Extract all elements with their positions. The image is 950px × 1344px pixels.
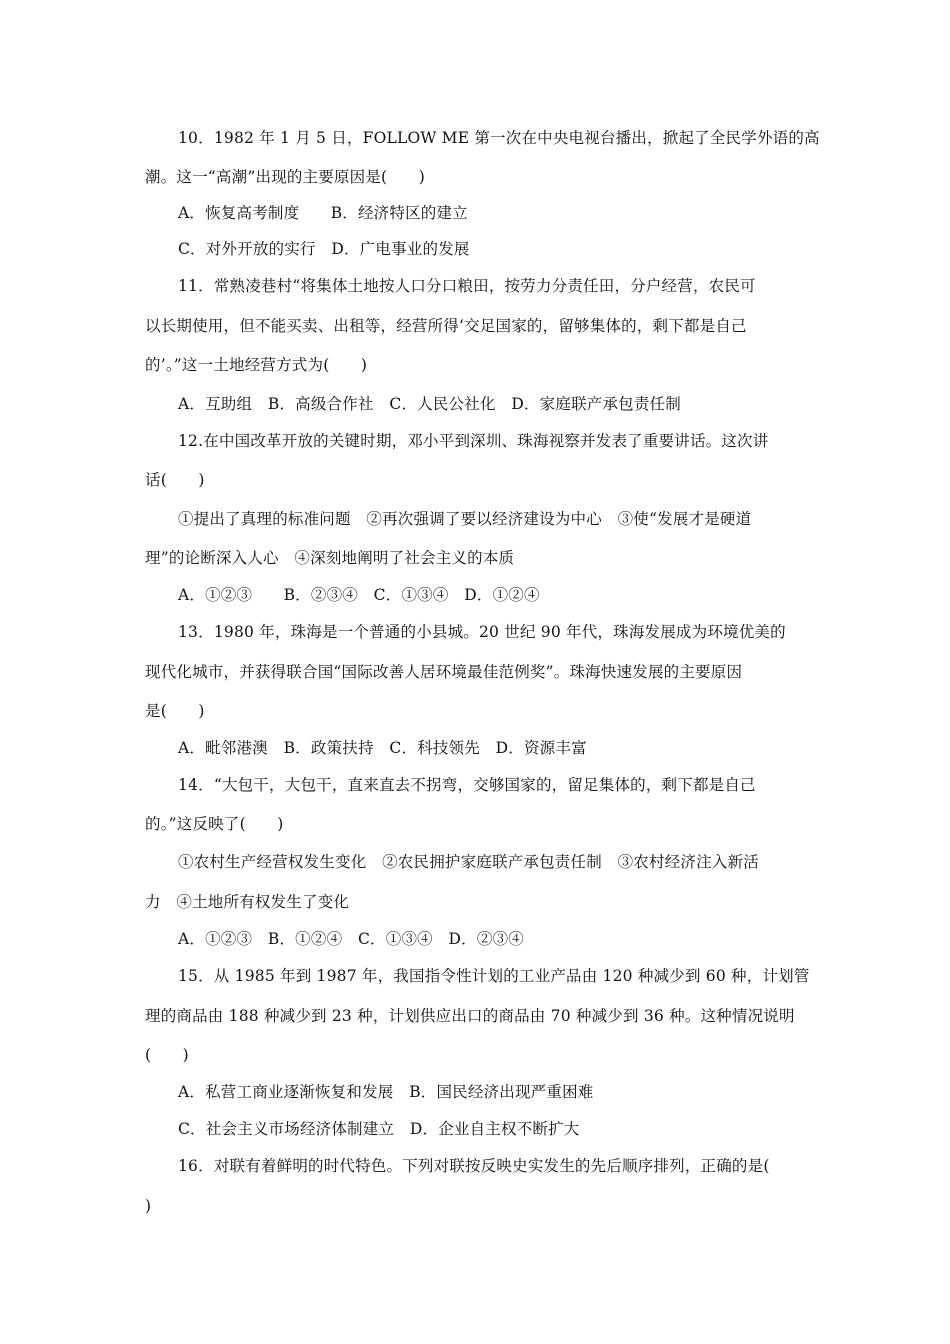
question-11-stem-line-1: 11．常熟凌巷村“将集体土地按人口分口粮田，按劳力分责任田，分户经营，农民可 (178, 277, 756, 295)
question-14-options-line-1: A．①②③ B．①②④ C．①③④ D．②③④ (178, 930, 524, 948)
question-12-options-line-1: A．①②③ B．②③④ C．①③④ D．①②④ (178, 586, 540, 604)
question-12-stem-line-2: 话( ) (145, 471, 205, 489)
question-13-options-line-1: A．毗邻港澳 B．政策扶持 C．科技领先 D．资源丰富 (178, 739, 587, 757)
question-15-stem-line-2: 理的商品由 188 种减少到 23 种，计划供应出口的商品由 70 种减少到 36 种。这种情况说明 (145, 1007, 795, 1025)
question-10-stem-line-2: 潮。这一“高潮”出现的主要原因是( ) (145, 168, 425, 186)
question-13-stem-line-3: 是( ) (145, 702, 205, 720)
question-12-statements-line-2: 理”的论断深入人心 ④深刻地阐明了社会主义的本质 (145, 549, 515, 567)
question-11-options-line-1: A．互助组 B．高级合作社 C．人民公社化 D．家庭联产承包责任制 (178, 395, 681, 413)
question-15-options-line-1: A．私营工商业逐渐恢复和发展 B．国民经济出现严重困难 (178, 1083, 594, 1101)
question-15-stem-line-1: 15．从 1985 年到 1987 年，我国指令性计划的工业产品由 120 种减少到 60 种，计划管 (178, 967, 810, 985)
question-16-stem-line-1: 16．对联有着鲜明的时代特色。下列对联按反映史实发生的先后顺序排列，正确的是( (178, 1157, 770, 1175)
question-14-statements-line-1: ①农村生产经营权发生变化 ②农民拥护家庭联产承包责任制 ③农村经济注入新活 (178, 853, 759, 871)
question-12-stem-line-1: 12.在中国改革开放的关键时期，邓小平到深圳、珠海视察并发表了重要讲话。这次讲 (178, 432, 769, 450)
question-10-options-line-2: C．对外开放的实行 D．广电事业的发展 (178, 240, 470, 258)
question-16-stem-line-2: ) (145, 1197, 152, 1215)
question-15-options-line-2: C．社会主义市场经济体制建立 D．企业自主权不断扩大 (178, 1120, 580, 1138)
question-10-stem-line-1: 10．1982 年 1 月 5 日，FOLLOW ME 第一次在中央电视台播出，掀起了全民学外语的高 (178, 129, 820, 147)
question-14-stem-line-1: 14．“大包干，大包干，直来直去不拐弯，交够国家的，留足集体的，剩下都是自己 (178, 776, 756, 794)
question-13-stem-line-1: 13．1980 年，珠海是一个普通的小县城。20 世纪 90 年代，珠海发展成为环境优美的 (178, 623, 786, 641)
question-11-stem-line-2: 以长期使用，但不能买卖、出租等，经营所得‘交足国家的，留够集体的，剩下都是自己 (145, 317, 747, 335)
question-15-stem-line-3: ( ) (145, 1046, 189, 1064)
question-14-stem-line-2: 的。”这反映了( ) (145, 815, 284, 833)
question-13-stem-line-2: 现代化城市，并获得联合国“国际改善人居环境最佳范例奖”。珠海快速发展的主要原因 (145, 663, 743, 681)
question-11-stem-line-3: 的’。”这一土地经营方式为( ) (145, 356, 368, 374)
question-12-statements-line-1: ①提出了真理的标准问题 ②再次强调了要以经济建设为中心 ③使“发展才是硬道 (178, 510, 752, 528)
question-10-options-line-1: A．恢复高考制度 B．经济特区的建立 (178, 204, 468, 222)
question-14-statements-line-2: 力 ④土地所有权发生了变化 (145, 893, 350, 911)
